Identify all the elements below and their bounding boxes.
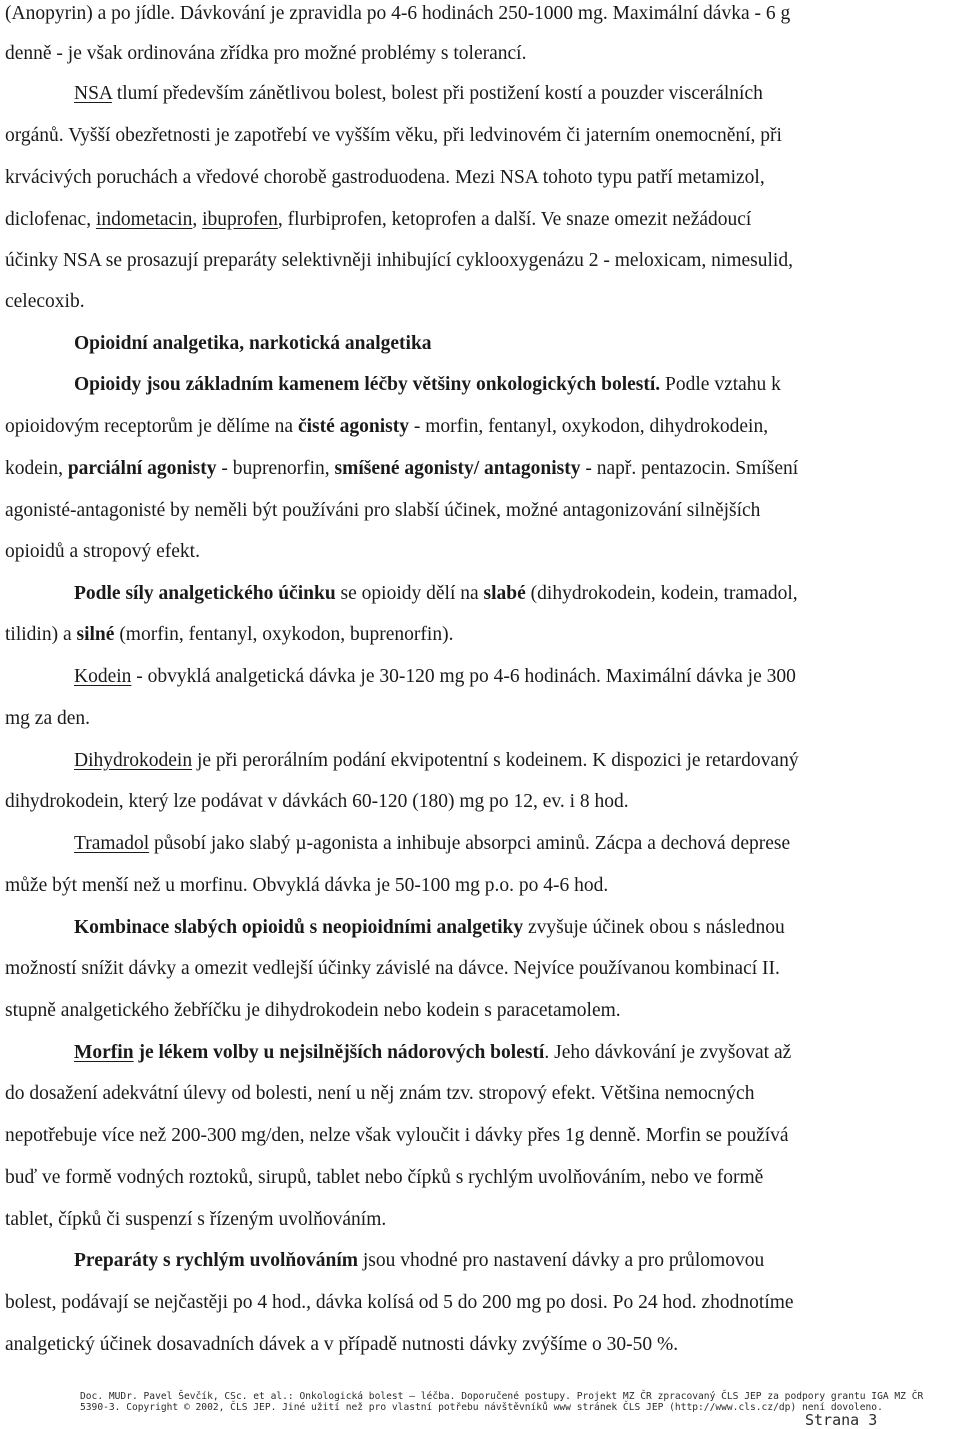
text: agonisté-antagonisté by neměli být používáni pro slabší účinek, možné antagonizování silnějších [5,500,761,521]
text: kodein, [5,458,68,479]
text-line [5,623,453,647]
text: (dihydrokodein, kodein, tramadol, [525,583,798,604]
text-line [74,749,799,773]
text: - obvyklá analgetická dávka je 30-120 mg po 4-6 hodinách. Maximální dávka je 300 [131,666,796,687]
text-line [5,1333,678,1357]
text: (morfin, fentanyl, oxykodon, buprenorfin). [114,624,454,645]
text: celecoxib. [5,291,85,312]
text-line [5,999,621,1023]
text: bolest, podávají se nejčastěji po 4 hod., dávka kolísá od 5 do 200 mg po dosi. Po 24 hod. zhodnotíme [5,1292,794,1313]
text: krvácivých poruchách a vředové chorobě gastroduodena. Mezi NSA tohoto typu patří metamizol, [5,167,765,188]
text: jsou vhodné pro nastavení dávky a pro průlomovou [358,1250,765,1271]
bold-text: Preparáty s rychlým uvolňováním [74,1250,359,1271]
text-line [5,415,768,439]
text: nepotřebuje více než 200-300 mg/den, nelze však vyloučit i dávky přes 1g denně. Morfin se používá [5,1125,789,1146]
text-line [5,124,782,148]
text-line [5,874,608,898]
term-link-dihydrokodein[interactable]: Dihydrokodein [74,750,193,771]
text-line [74,82,763,106]
text: může být menší než u morfinu. Obvyklá dávka je 50-100 mg p.o. po 4-6 hod. [5,875,609,896]
term-link-morfin[interactable]: Morfin [74,1042,134,1063]
text: působí jako slabý µ-agonista a inhibuje absorpci aminů. Zácpa a dechová deprese [149,833,791,854]
text: analgetický účinek dosavadních dávek a v případě nutnosti dávky zvýšíme o 30-50 %. [5,1334,679,1355]
text: zvyšuje účinek obou s následnou [523,917,785,938]
bold-text: je lékem volby u nejsilnějších nádorových bolestí [133,1042,545,1063]
text-line [5,208,751,232]
text: . Jeho dávkování je zvyšovat až [544,1042,792,1063]
text: , [192,209,203,230]
text: mg za den. [5,708,91,729]
text-line [5,1291,794,1315]
text-line [5,707,90,731]
text: denně - je však ordinována zřídka pro možné problémy s tolerancí. [5,43,527,64]
text-line [5,2,790,26]
text: tilidin) a [5,624,77,645]
bold-text: slabé [483,583,526,604]
bold-text: Podle síly analgetického účinku [74,583,336,604]
text-line [5,1166,763,1190]
text: tablet, čípků či suspenzí s řízeným uvolňováním. [5,1209,387,1230]
text: je při perorálním podání ekvipotentní s kodeinem. K dispozici je retardovaný [192,750,799,771]
bold-text: Opioidy jsou základním kamenem léčby většiny onkologických bolestí. [74,374,661,395]
text-line [5,1082,754,1106]
text: se opioidy dělí na [335,583,484,604]
text-line [5,1208,386,1232]
footer-line: Doc. MUDr. Pavel Ševčík, CSc. et al.: Onkologická bolest – léčba. Doporučené postupy. Projekt MZ ČR zpracovaný ČLS JEP za podpory grantu IGA MZ ČR [80,1391,924,1402]
bold-text: smíšené agonisty/ antagonisty [334,458,581,479]
heading-text: Opioidní analgetika, narkotická analgetika [74,333,432,354]
text: , flurbiprofen, ketoprofen a další. Ve snaze omezit nežádoucí [277,209,752,230]
text: tlumí především zánětlivou bolest, bolest při postižení kostí a pouzder viscerálních [111,83,763,104]
text-line [74,582,798,606]
text-line [74,373,781,397]
text: - morfin, fentanyl, oxykodon, dihydrokodein, [409,416,769,437]
text: účinky NSA se prosazují preparáty selektivněji inhibující cyklooxygenázu 2 - meloxicam, nimesulid, [5,250,793,271]
section-heading [74,332,432,356]
text: opioidovým receptorům je dělíme na [5,416,298,437]
bold-text: silné [76,624,115,645]
text-line [74,1249,764,1273]
text: dihydrokodein, který lze podávat v dávkách 60-120 (180) mg po 12, ev. i 8 hod. [5,791,629,812]
text: do dosažení adekvátní úlevy od bolesti, není u něj znám tzv. stropový efekt. Většina nemocných [5,1083,755,1104]
text: - buprenorfin, [216,458,335,479]
text: stupně analgetického žebříčku je dihydrokodein nebo kodein s paracetamolem. [5,1000,621,1021]
text-line [5,540,200,564]
text-line [5,457,798,481]
bold-text: čisté agonisty [297,416,409,437]
text-line [5,42,526,66]
text: buď ve formě vodných roztoků, sirupů, tablet nebo čípků s rychlým uvolňováním, nebo ve formě [5,1167,764,1188]
term-link-indometacin[interactable]: indometacin [95,209,193,230]
text-line [74,665,796,689]
text: možností snížit dávky a omezit vedlejší účinky závislé na dávce. Nejvíce používanou kombinací II. [5,958,780,979]
text: orgánů. Vyšší obezřetnosti je zapotřebí ve vyšším věku, při ledvinovém či jaterním onemocnění, při [5,125,782,146]
text-line [5,1124,789,1148]
text-line [5,249,793,273]
term-link-nsa[interactable]: NSA [74,83,112,104]
page-number: Strana 3 [805,1411,878,1429]
text: opioidů a stropový efekt. [5,541,200,562]
footer-line: 5390-3. Copyright © 2002, ČLS JEP. Jiné užití než pro vlastní potřebu návštěvníků www stránek ČLS JEP (http://www.cls.cz/dp) není dovoleno. [80,1402,883,1413]
term-link-kodein[interactable]: Kodein [74,666,132,687]
text: - např. pentazocin. Smíšení [580,458,799,479]
text-line [5,957,780,981]
bold-text: Kombinace slabých opioidů s neopioidními analgetiky [74,917,524,938]
bold-text: parciální agonisty [67,458,217,479]
text-line [5,790,629,814]
text-line [5,290,85,314]
term-link-tramadol[interactable]: Tramadol [74,833,150,854]
term-link-ibuprofen[interactable]: ibuprofen [202,209,278,230]
text-line [5,166,765,190]
text-line [74,916,785,940]
text: (Anopyrin) a po jídle. Dávkování je zpravidla po 4-6 hodinách 250-1000 mg. Maximální dávka - 6 g [5,3,791,24]
text: diclofenac, [5,209,96,230]
text-line [5,499,760,523]
text-line [74,832,790,856]
text: Podle vztahu k [660,374,781,395]
text-line [74,1041,791,1065]
